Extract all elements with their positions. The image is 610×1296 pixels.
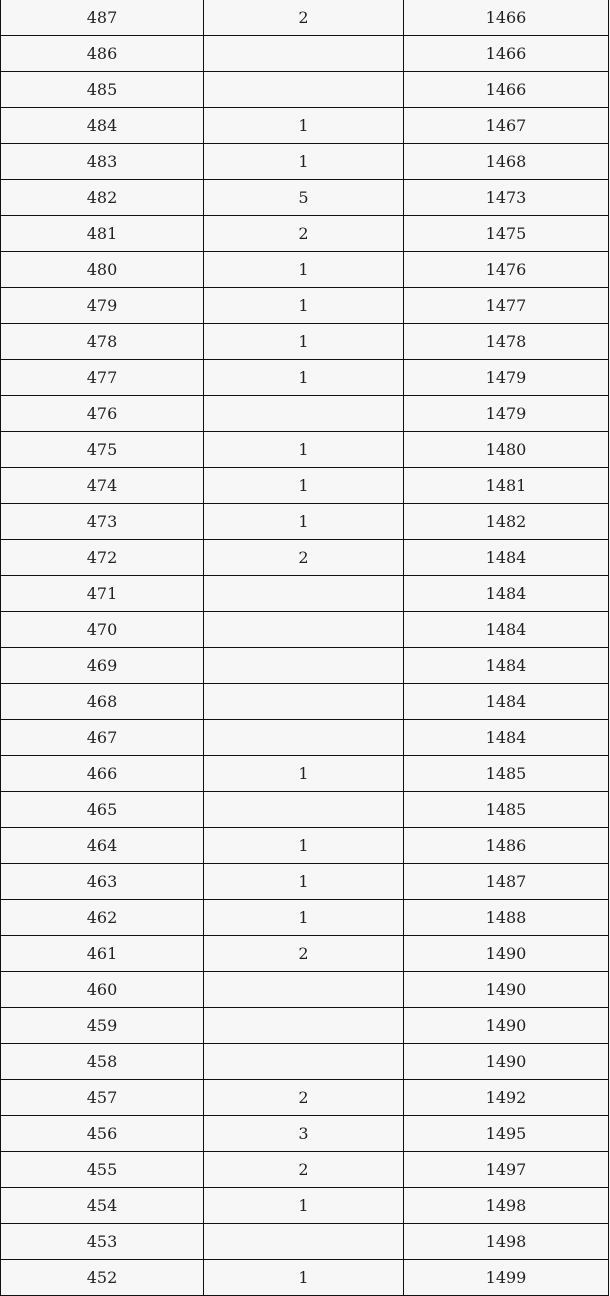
count-cell: 1 (204, 756, 404, 792)
cumulative-cell: 1481 (404, 468, 609, 504)
table-row (1, 468, 609, 504)
cumulative-cell: 1486 (404, 828, 609, 864)
cumulative-cell: 1478 (404, 324, 609, 360)
count-cell (204, 396, 404, 432)
count-cell (204, 792, 404, 828)
score-cell: 455 (1, 1152, 204, 1188)
score-cell: 458 (1, 1044, 204, 1080)
score-cell: 480 (1, 252, 204, 288)
count-cell: 1 (204, 432, 404, 468)
count-cell (204, 720, 404, 756)
table-row (1, 1044, 609, 1080)
cumulative-cell: 1490 (404, 972, 609, 1008)
table-row (1, 216, 609, 252)
cumulative-cell: 1484 (404, 684, 609, 720)
count-cell (204, 1008, 404, 1044)
table-row (1, 648, 609, 684)
score-cell: 482 (1, 180, 204, 216)
cumulative-cell: 1475 (404, 216, 609, 252)
score-cell: 469 (1, 648, 204, 684)
cumulative-cell: 1484 (404, 648, 609, 684)
cumulative-cell: 1479 (404, 396, 609, 432)
table-row (1, 432, 609, 468)
count-cell: 1 (204, 1260, 404, 1296)
table-row (1, 144, 609, 180)
score-cell: 456 (1, 1116, 204, 1152)
table-row (1, 72, 609, 108)
score-cell: 464 (1, 828, 204, 864)
cumulative-cell: 1484 (404, 720, 609, 756)
cumulative-cell: 1488 (404, 900, 609, 936)
score-cell: 481 (1, 216, 204, 252)
cumulative-cell: 1484 (404, 576, 609, 612)
cumulative-cell: 1492 (404, 1080, 609, 1116)
table-row (1, 1152, 609, 1188)
table-row (1, 684, 609, 720)
count-cell: 1 (204, 252, 404, 288)
count-cell: 3 (204, 1116, 404, 1152)
cumulative-cell: 1466 (404, 0, 609, 36)
table-row (1, 1116, 609, 1152)
score-cell: 454 (1, 1188, 204, 1224)
count-cell: 1 (204, 144, 404, 180)
table-body (1, 0, 609, 1296)
score-cell: 486 (1, 36, 204, 72)
cumulative-cell: 1484 (404, 612, 609, 648)
cumulative-cell: 1485 (404, 756, 609, 792)
count-cell: 1 (204, 504, 404, 540)
score-cell: 474 (1, 468, 204, 504)
count-cell: 1 (204, 288, 404, 324)
table-row (1, 324, 609, 360)
cumulative-cell: 1484 (404, 540, 609, 576)
table-row (1, 864, 609, 900)
score-cell: 487 (1, 0, 204, 36)
cumulative-cell: 1499 (404, 1260, 609, 1296)
score-cell: 460 (1, 972, 204, 1008)
count-cell (204, 1224, 404, 1260)
count-cell (204, 612, 404, 648)
score-cell: 478 (1, 324, 204, 360)
table-row (1, 1224, 609, 1260)
score-cell: 475 (1, 432, 204, 468)
cumulative-cell: 1485 (404, 792, 609, 828)
table-row (1, 900, 609, 936)
score-cell: 453 (1, 1224, 204, 1260)
count-cell (204, 648, 404, 684)
count-cell: 1 (204, 900, 404, 936)
cumulative-cell: 1490 (404, 1044, 609, 1080)
count-cell: 2 (204, 1080, 404, 1116)
cumulative-cell: 1467 (404, 108, 609, 144)
table-row (1, 0, 609, 36)
score-cell: 470 (1, 612, 204, 648)
table-row (1, 252, 609, 288)
score-cell: 472 (1, 540, 204, 576)
cumulative-cell: 1466 (404, 72, 609, 108)
count-cell: 2 (204, 0, 404, 36)
cumulative-cell: 1498 (404, 1224, 609, 1260)
count-cell: 2 (204, 540, 404, 576)
cumulative-cell: 1482 (404, 504, 609, 540)
table-row (1, 576, 609, 612)
cumulative-cell: 1497 (404, 1152, 609, 1188)
score-cell: 479 (1, 288, 204, 324)
table-row (1, 792, 609, 828)
score-cell: 452 (1, 1260, 204, 1296)
score-cell: 461 (1, 936, 204, 972)
count-cell: 1 (204, 468, 404, 504)
table-row (1, 612, 609, 648)
table-row (1, 1080, 609, 1116)
count-cell (204, 36, 404, 72)
count-cell: 5 (204, 180, 404, 216)
cumulative-cell: 1495 (404, 1116, 609, 1152)
count-cell: 1 (204, 828, 404, 864)
table-row (1, 360, 609, 396)
table-row (1, 108, 609, 144)
count-cell (204, 72, 404, 108)
count-cell: 2 (204, 1152, 404, 1188)
cumulative-cell: 1480 (404, 432, 609, 468)
count-cell (204, 576, 404, 612)
cumulative-cell: 1477 (404, 288, 609, 324)
score-cell: 467 (1, 720, 204, 756)
table-row (1, 1008, 609, 1044)
cumulative-cell: 1487 (404, 864, 609, 900)
score-cell: 457 (1, 1080, 204, 1116)
table-row (1, 396, 609, 432)
cumulative-cell: 1473 (404, 180, 609, 216)
table-row (1, 288, 609, 324)
score-cell: 476 (1, 396, 204, 432)
count-cell (204, 684, 404, 720)
score-cell: 484 (1, 108, 204, 144)
table-row (1, 756, 609, 792)
score-cell: 466 (1, 756, 204, 792)
count-cell: 2 (204, 216, 404, 252)
table-row (1, 504, 609, 540)
count-cell: 1 (204, 324, 404, 360)
table-row (1, 936, 609, 972)
cumulative-cell: 1476 (404, 252, 609, 288)
score-cell: 473 (1, 504, 204, 540)
table-row (1, 1260, 609, 1296)
table-row (1, 180, 609, 216)
cumulative-cell: 1479 (404, 360, 609, 396)
score-cell: 485 (1, 72, 204, 108)
score-cell: 465 (1, 792, 204, 828)
count-cell (204, 1044, 404, 1080)
score-cell: 483 (1, 144, 204, 180)
count-cell: 1 (204, 360, 404, 396)
table-row (1, 828, 609, 864)
table-row (1, 972, 609, 1008)
count-cell (204, 972, 404, 1008)
cumulative-cell: 1498 (404, 1188, 609, 1224)
table-row (1, 1188, 609, 1224)
count-cell: 1 (204, 108, 404, 144)
score-cell: 471 (1, 576, 204, 612)
cumulative-cell: 1468 (404, 144, 609, 180)
score-cell: 462 (1, 900, 204, 936)
cumulative-cell: 1490 (404, 1008, 609, 1044)
table-row (1, 36, 609, 72)
score-cell: 477 (1, 360, 204, 396)
score-cell: 463 (1, 864, 204, 900)
score-cell: 459 (1, 1008, 204, 1044)
cumulative-cell: 1490 (404, 936, 609, 972)
table-row (1, 720, 609, 756)
count-cell: 1 (204, 864, 404, 900)
score-cell: 468 (1, 684, 204, 720)
count-cell: 1 (204, 1188, 404, 1224)
table-row (1, 540, 609, 576)
cumulative-cell: 1466 (404, 36, 609, 72)
count-cell: 2 (204, 936, 404, 972)
